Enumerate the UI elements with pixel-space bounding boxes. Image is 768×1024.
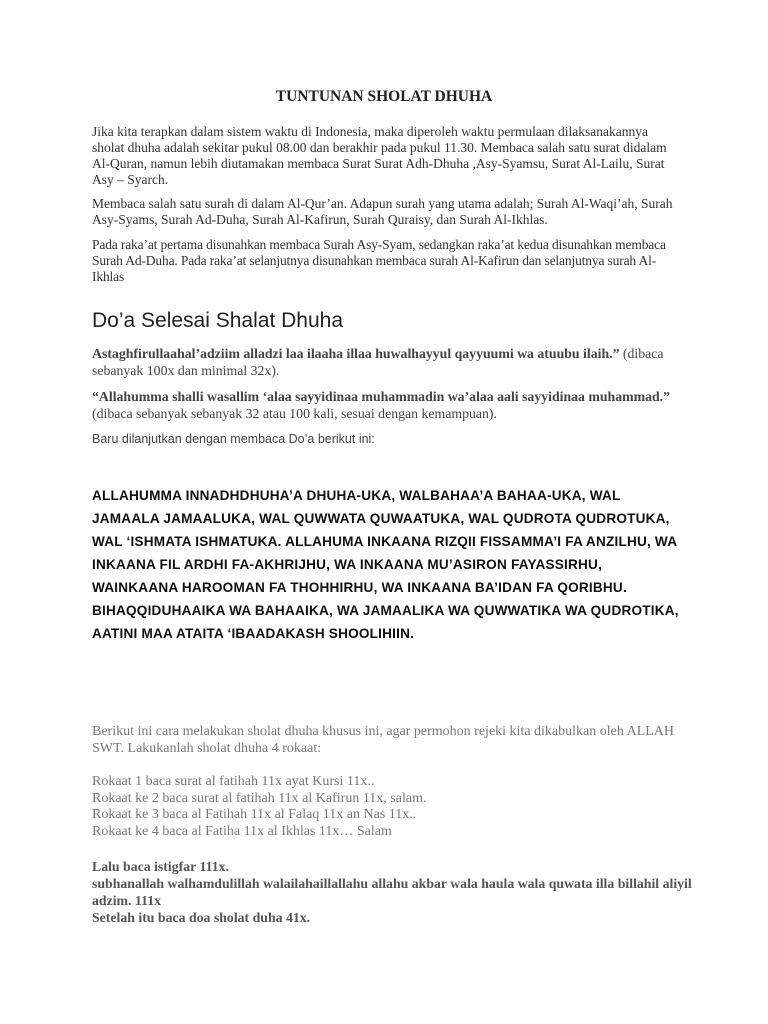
paragraph-rakaat: Pada raka’at pertama disunahkan membaca Surah Asy-Syam, sedangkan raka’at kedua disunahkan membaca Surah Ad-Duha. Pada raka’at selanjutnya disunahkan membaca surah Al-Kafirun dan selanjutnya surah Al-Ikhlas <box>92 237 666 284</box>
dzikir-istighfar-text: Astaghfirullaahal’adziim alladzi laa ilaaha illaa huwalhayyul qayyuumi wa atuubu ilaih.” <box>92 346 620 361</box>
document-title: TUNTUNAN SHOLAT DHUHA <box>275 88 493 105</box>
paragraph-waktu: Jika kita terapkan dalam sistem waktu di Indonesia, maka diperoleh waktu permulaan dilaksanakannya sholat dhuha adalah sekitar pukul 08.00 dan berakhir pada pukul 11.30. Membaca salah satu surat didalam Al-Quran, namun lebih diutamakan membaca Surat Surat Adh-Dhuha ,Asy-Syamsu, Surat Al-Lailu, Surat Asy – Syarch. <box>92 124 667 187</box>
dzikir-istighfar <box>92 346 682 379</box>
rokaat-item-1: Rokaat 1 baca surat al fatihah 11x ayat Kursi 11x.. <box>92 774 375 789</box>
dzikir-istighfar-note: (dibaca sebanyak 100x dan minimal 32x). <box>92 346 664 378</box>
rokaat-item-3: Rokaat ke 3 baca al Fatihah 11x al Falaq 11x an Nas 11x.. <box>92 807 417 822</box>
closing-block <box>92 858 692 926</box>
closing-line-2: subhanallah walhamdulillah walailahaillallahu allahu akbar wala haula wala quwata illa billahil aliyil adzim. 111x <box>92 876 692 908</box>
dzikir-shalawat <box>92 389 682 422</box>
dzikir-shalawat-text: “Allahumma shalli wasallim ‘alaa sayyidinaa muhammadin wa’alaa aali sayyidinaa muhammad.” <box>92 389 671 404</box>
paragraph-surah: Membaca salah satu surah di dalam Al-Qur’an. Adapun surah yang utama adalah; Surah Al-Waqi’ah, Surah Asy-Syams, Surah Ad-Duha, Surah Al-Kafirun, Surah Quraisy, dan Surah Al-Ikhlas. <box>92 196 673 227</box>
closing-line-3: Setelah itu baca doa sholat duha 41x. <box>92 910 311 925</box>
section-heading: Do’a Selesai Shalat Dhuha <box>92 309 343 332</box>
continue-note: Baru dilanjutkan dengan membaca Do’a berikut ini: <box>92 432 375 446</box>
howto-intro: Berikut ini cara melakukan sholat dhuha khusus ini, agar permohon rejeki kita dikabulkan oleh ALLAH SWT. Lakukanlah sholat dhuha 4 rokaat: <box>92 724 675 756</box>
closing-line-1: Lalu baca istigfar 111x. <box>92 859 229 874</box>
dzikir-shalawat-note: (dibaca sebanyak sebanyak 32 atau 100 kali, sesuai dengan kemampuan). <box>92 405 497 421</box>
doa-dhuha-text: ALLAHUMMA INNADHDHUHA’A DHUHA-UKA, WALBAHAA’A BAHAA-UKA, WAL JAMAALA JAMAALUKA, WAL QUWWATA QUWAATUKA, WAL QUDROTA QUDROTUKA, WAL ‘ISHMATA ISHMATUKA. ALLAHUMA INKAANA RIZQII FISSAMMA’I FA ANZILHU, WA INKAANA FIL ARDHI FA-AKHRIJHU, WA INKAANA MU’ASIRON FAYASSIRHU, WAINKAANA HAROOMAN FA THOHHIRHU, WA INKAANA BA’IDAN FA QORIBHU. BIHAQQIDUHAAIKA WA BAHAAIKA, WA JAMAALIKA WA QUWWATIKA WA QUDROTIKA, AATINI MAA ATAITA ‘IBAADAKASH SHOOLIHIIN. <box>92 488 679 641</box>
rokaat-item-4: Rokaat ke 4 baca al Fatiha 11x al Ikhlas 11x… Salam <box>92 823 392 839</box>
rokaat-list <box>92 774 682 840</box>
rokaat-item-2: Rokaat ke 2 baca surat al fatihah 11x al Kafirun 11x, salam. <box>92 790 427 806</box>
